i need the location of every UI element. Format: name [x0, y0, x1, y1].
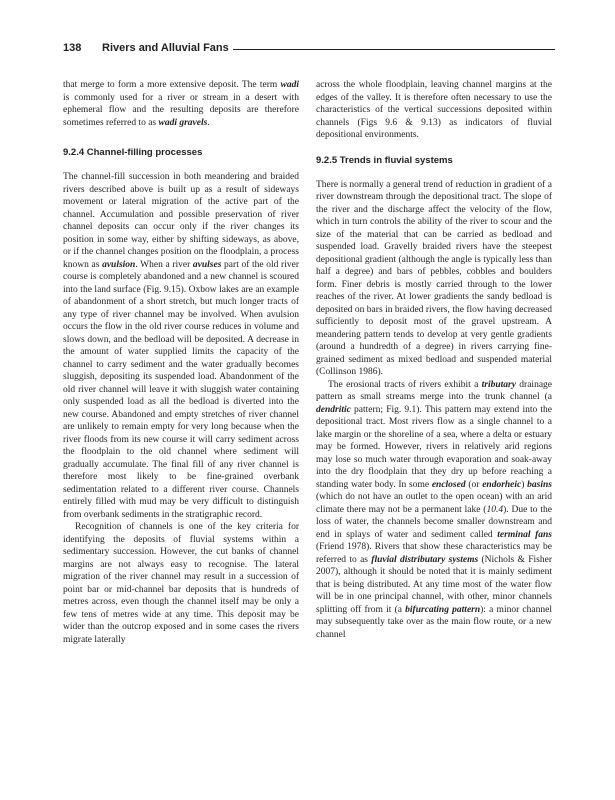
- key-term: dendritic: [316, 404, 351, 415]
- running-header: [63, 42, 555, 60]
- key-term: terminal fans: [497, 529, 553, 540]
- key-term: endorheic: [482, 479, 522, 490]
- key-term: avulses: [192, 259, 222, 270]
- key-term: fluvial distributary systems: [371, 554, 479, 565]
- paragraph: There is normally a general trend of reduction in gradient of a river downstream through the depositional tract. The slope of the river and the discharge affect the velocity of the flow, which in turn controls the ability of the river to scour and the size of the material that can be carried as bedload and suspended load. Gravelly braided rivers have the steepest depositional gradient (although the angle is typically less than half a degree) and bars of pebbles, cobbles and boulders form. Finer debris is mostly carried through to the lower reaches of the river. At lower gradients the sandy bedload is deposited on bars in braided rivers, the flow having decreased sufficiently to deposit most of the gravel upstream. A meandering pattern tends to develop at very gentle gradients (around a hundredth of a degree) in rivers carrying fine-grained sediment as mixed bedload and suspended material (Collinson 1986).: [316, 179, 552, 377]
- key-term: avulsion: [102, 259, 136, 270]
- paragraph: The erosional tracts of rivers exhibit a tributary drainage pattern as small streams merge into the trunk channel (a dendritic pattern; Fig. 9.1). This pattern may extend into the depositional tract. Most rivers flow as a single channel to a lake margin or the shoreline of a sea, where a delta or estuary may be formed. However, rivers in relatively arid regions may lose so much water through evaporation and soak-away into the dry floodplain that they dry up before reaching a standing water body. In some enclosed (or endorheic) basins (which do not have an outlet to the open ocean) with an arid climate there may not be a permanent lake (10.4). Due to the loss of water, the channels become smaller downstream and end in splays of water and sediment called terminal fans (Friend 1978). Rivers that show these characteristics may be referred to as fluvial distributary systems (Nichols & Fisher 2007), although it should be noted that it is mainly sediment that is being distributed. At any time most of the water flow will be in one principal channel, with other, minor channels splitting off from it (a bifurcating pattern): a minor channel may subsequently take over as the main flow route, or a new channel: [316, 379, 553, 640]
- header-rule: [233, 49, 555, 50]
- paragraph: across the whole floodplain, leaving channel margins at the edges of the valley. It is therefore often necessary to use the characteristics of the vertical successions deposited within channels (Figs 9.6 & 9.13) as indicators of fluvial depositional environments.: [316, 80, 552, 140]
- section-heading: 9.2.4 Channel-filling processes: [63, 147, 203, 158]
- key-term: tributary: [481, 379, 516, 390]
- page-number: 138: [63, 42, 82, 54]
- key-term: wadi: [280, 80, 299, 90]
- key-term: basins: [527, 479, 552, 490]
- paragraph: The channel-fill succession in both meandering and braided rivers described above is built up as a result of sideways movement or lateral migration of the active part of the channel. Accumulation and possible preservation of river channel deposits can occur only if the river changes its position in some way, either by shifting sideways, as above, or if the channel changes position on the floodplain, a process known as avulsion. When a river avulses part of the old river course is completely abandoned and a new channel is scoured into the land surface (Fig. 9.15). Oxbow lakes are an example of abandonment of a short stretch, but much longer tracts of any type of river channel may be involved. When avulsion occurs the flow in the old river course reduces in volume and slows down, and the bedload will be deposited. A decrease in the amount of water supplied limits the capacity of the channel to carry sediment and the water gradually becomes sluggish, depositing its suspended load. Abandonment of the old river channel will leave it with sluggish water containing only suspended load as all the bedload is diverted into the new course. Abandoned and empty stretches of river channel are unlikely to remain empty for very long because when the river floods from its new course it will carry sediment across the floodplain to the old channel where sediment will gradually accumulate. The final fill of any river channel is therefore most likely to be fine-grained overbank sedimentation related to a different river course. Channels entirely filled with mud may be very difficult to distinguish from overbank sediments in the stratigraphic record.: [63, 172, 299, 520]
- key-term: wadi gravels: [158, 117, 208, 128]
- running-title: Rivers and Alluvial Fans: [102, 42, 229, 54]
- cross-reference: 10.4: [486, 504, 504, 515]
- right-column: [316, 79, 552, 641]
- key-term: enclosed: [431, 479, 466, 490]
- key-term: bifurcating pattern: [405, 604, 481, 615]
- section-heading: 9.2.5 Trends in fluvial systems: [316, 154, 453, 166]
- paragraph: Recognition of channels is one of the key criteria for identifying the deposits of fluvial systems within a sedimentary succession. However, the cut banks of channel margins are not always easy to recognise. The lateral migration of the river channel may result in a succession of point bar or mid-channel bar deposits that is hundreds of metres across, even though the channel itself may be only a few tens of metres wide at any time. This deposit may be wider than the outcrop exposed and in some cases the rivers migrate laterally: [63, 522, 299, 645]
- paragraph: that merge to form a more extensive deposit. The term wadi is commonly used for a river or stream in a desert with ephemeral flow and the resulting deposits are therefore sometimes referred to as wadi gravels.: [63, 80, 299, 128]
- left-column: [63, 79, 299, 646]
